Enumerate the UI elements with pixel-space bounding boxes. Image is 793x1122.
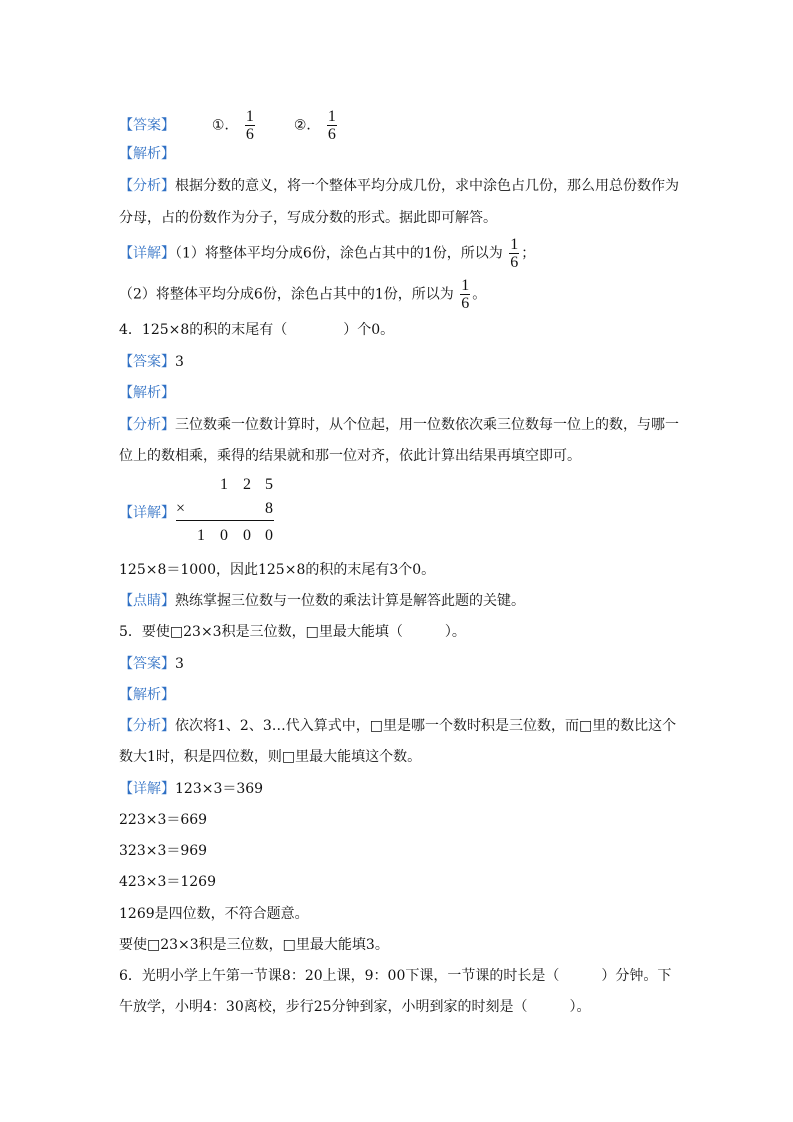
q6-question-line2: 午放学，小明4：30离校，步行25分钟到家，小明到家的时刻是（ ）。 <box>119 999 591 1015</box>
fenxi-text: 依次将1、2、3…代入算式中，□里是哪一个数时积是三位数，而□里的数比这个 <box>175 718 677 734</box>
vm-digit: 8 <box>265 500 273 517</box>
q4-fenxi-line2: 位上的数相乘，乘得的结果就和那一位对齐，依此计算出结果再填空即可。 <box>119 448 581 464</box>
fenxi-tag: 【分析】 <box>119 178 175 194</box>
fraction-numerator: 1 <box>461 277 470 294</box>
answer-tag: 【答案】 <box>119 656 175 672</box>
q3-fenxi-line2: 分母，占的份数作为分子，写成分数的形式。据此即可解答。 <box>119 210 497 226</box>
q4-question: 4．125×8的积的末尾有（ ）个0。 <box>119 322 395 338</box>
vm-digit: 0 <box>220 527 228 544</box>
answer-value: 3 <box>175 354 184 370</box>
vm-digit: 1 <box>197 527 205 544</box>
answer-mark-1: ①． <box>211 117 239 134</box>
vm-digit: 1 <box>220 476 228 493</box>
fraction-denominator: 6 <box>245 126 254 143</box>
answer-tag: 【答案】 <box>119 117 175 134</box>
analysis-tag: 【解析】 <box>119 687 175 703</box>
q5-answer-line <box>119 654 184 674</box>
punctuation: 。 <box>472 286 487 303</box>
detail-tag: 【详解】 <box>119 505 175 521</box>
q3-answer-line <box>119 108 339 143</box>
calc-text: 123×3＝369 <box>175 781 264 797</box>
q5-calc3: 323×3＝969 <box>119 843 208 859</box>
detail-text: （1）将整体平均分成6份，涂色占其中的1份，所以为 <box>175 245 503 262</box>
q4-dianjing-line <box>119 591 525 611</box>
q5-question: 5．要使□23×3积是三位数，□里最大能填（ ）。 <box>119 624 466 640</box>
q3-detail-line2 <box>119 277 486 312</box>
answer-tag: 【答案】 <box>119 354 175 370</box>
detail-tag: 【详解】 <box>119 781 175 797</box>
fenxi-tag: 【分析】 <box>119 417 175 433</box>
multiply-sign: × <box>176 500 186 517</box>
q4-detail-text: 125×8＝1000，因此125×8的积的末尾有3个0。 <box>119 562 436 578</box>
fraction-numerator: 1 <box>245 108 254 125</box>
vm-digit: 0 <box>243 527 251 544</box>
fraction-denominator: 6 <box>510 254 519 271</box>
q3-detail-line1 <box>119 236 535 271</box>
analysis-tag: 【解析】 <box>119 385 175 401</box>
fenxi-tag: 【分析】 <box>119 718 175 734</box>
fraction-numerator: 1 <box>327 108 336 125</box>
detail-fraction-2 <box>460 277 470 312</box>
vm-digit: 2 <box>243 476 251 493</box>
fenxi-text: 三位数乘一位数计算时，从个位起，用一位数依次乘三位数每一位上的数，与哪一 <box>175 417 679 433</box>
q4-fenxi-line1 <box>119 415 679 435</box>
detail-tag: 【详解】 <box>119 245 175 262</box>
q6-question-line1: 6．光明小学上午第一节课8：20上课，9：00下课，一节课的时长是（ ）分钟。下 <box>119 968 672 984</box>
q5-calc2: 223×3＝669 <box>119 812 208 828</box>
detail-text: （2）将整体平均分成6份，涂色占其中的1份，所以为 <box>119 286 454 303</box>
answer-fraction-2 <box>327 108 337 143</box>
q5-conclusion1: 1269是四位数，不符合题意。 <box>119 906 309 922</box>
answer-fraction-1 <box>245 108 255 143</box>
dianjing-text: 熟练掌握三位数与一位数的乘法计算是解答此题的关键。 <box>175 593 525 609</box>
detail-fraction-1 <box>509 236 519 271</box>
fenxi-text: 根据分数的意义，将一个整体平均分成几份，求中涂色占几份，那么用总份数作为 <box>175 178 679 194</box>
analysis-tag: 【解析】 <box>119 146 175 162</box>
answer-mark-2: ②． <box>293 117 321 134</box>
q5-fenxi-line2: 数大1时，积是四位数，则□里最大能填这个数。 <box>119 749 422 765</box>
q5-calc4: 423×3＝1269 <box>119 874 216 890</box>
q5-fenxi-line1 <box>119 716 676 736</box>
fraction-numerator: 1 <box>510 236 519 253</box>
punctuation: ； <box>521 245 536 262</box>
answer-value: 3 <box>175 656 184 672</box>
dianjing-tag: 【点睛】 <box>119 593 175 609</box>
fraction-denominator: 6 <box>461 295 470 312</box>
q5-conclusion2: 要使□23×3积是三位数，□里最大能填3。 <box>119 937 389 953</box>
q4-answer-line <box>119 352 184 372</box>
vm-rule <box>176 520 274 521</box>
q3-fenxi-line1 <box>119 176 679 196</box>
vm-digit: 5 <box>265 476 273 493</box>
vm-digit: 0 <box>265 527 273 544</box>
q5-detail-line1 <box>119 779 263 799</box>
fraction-denominator: 6 <box>327 126 336 143</box>
